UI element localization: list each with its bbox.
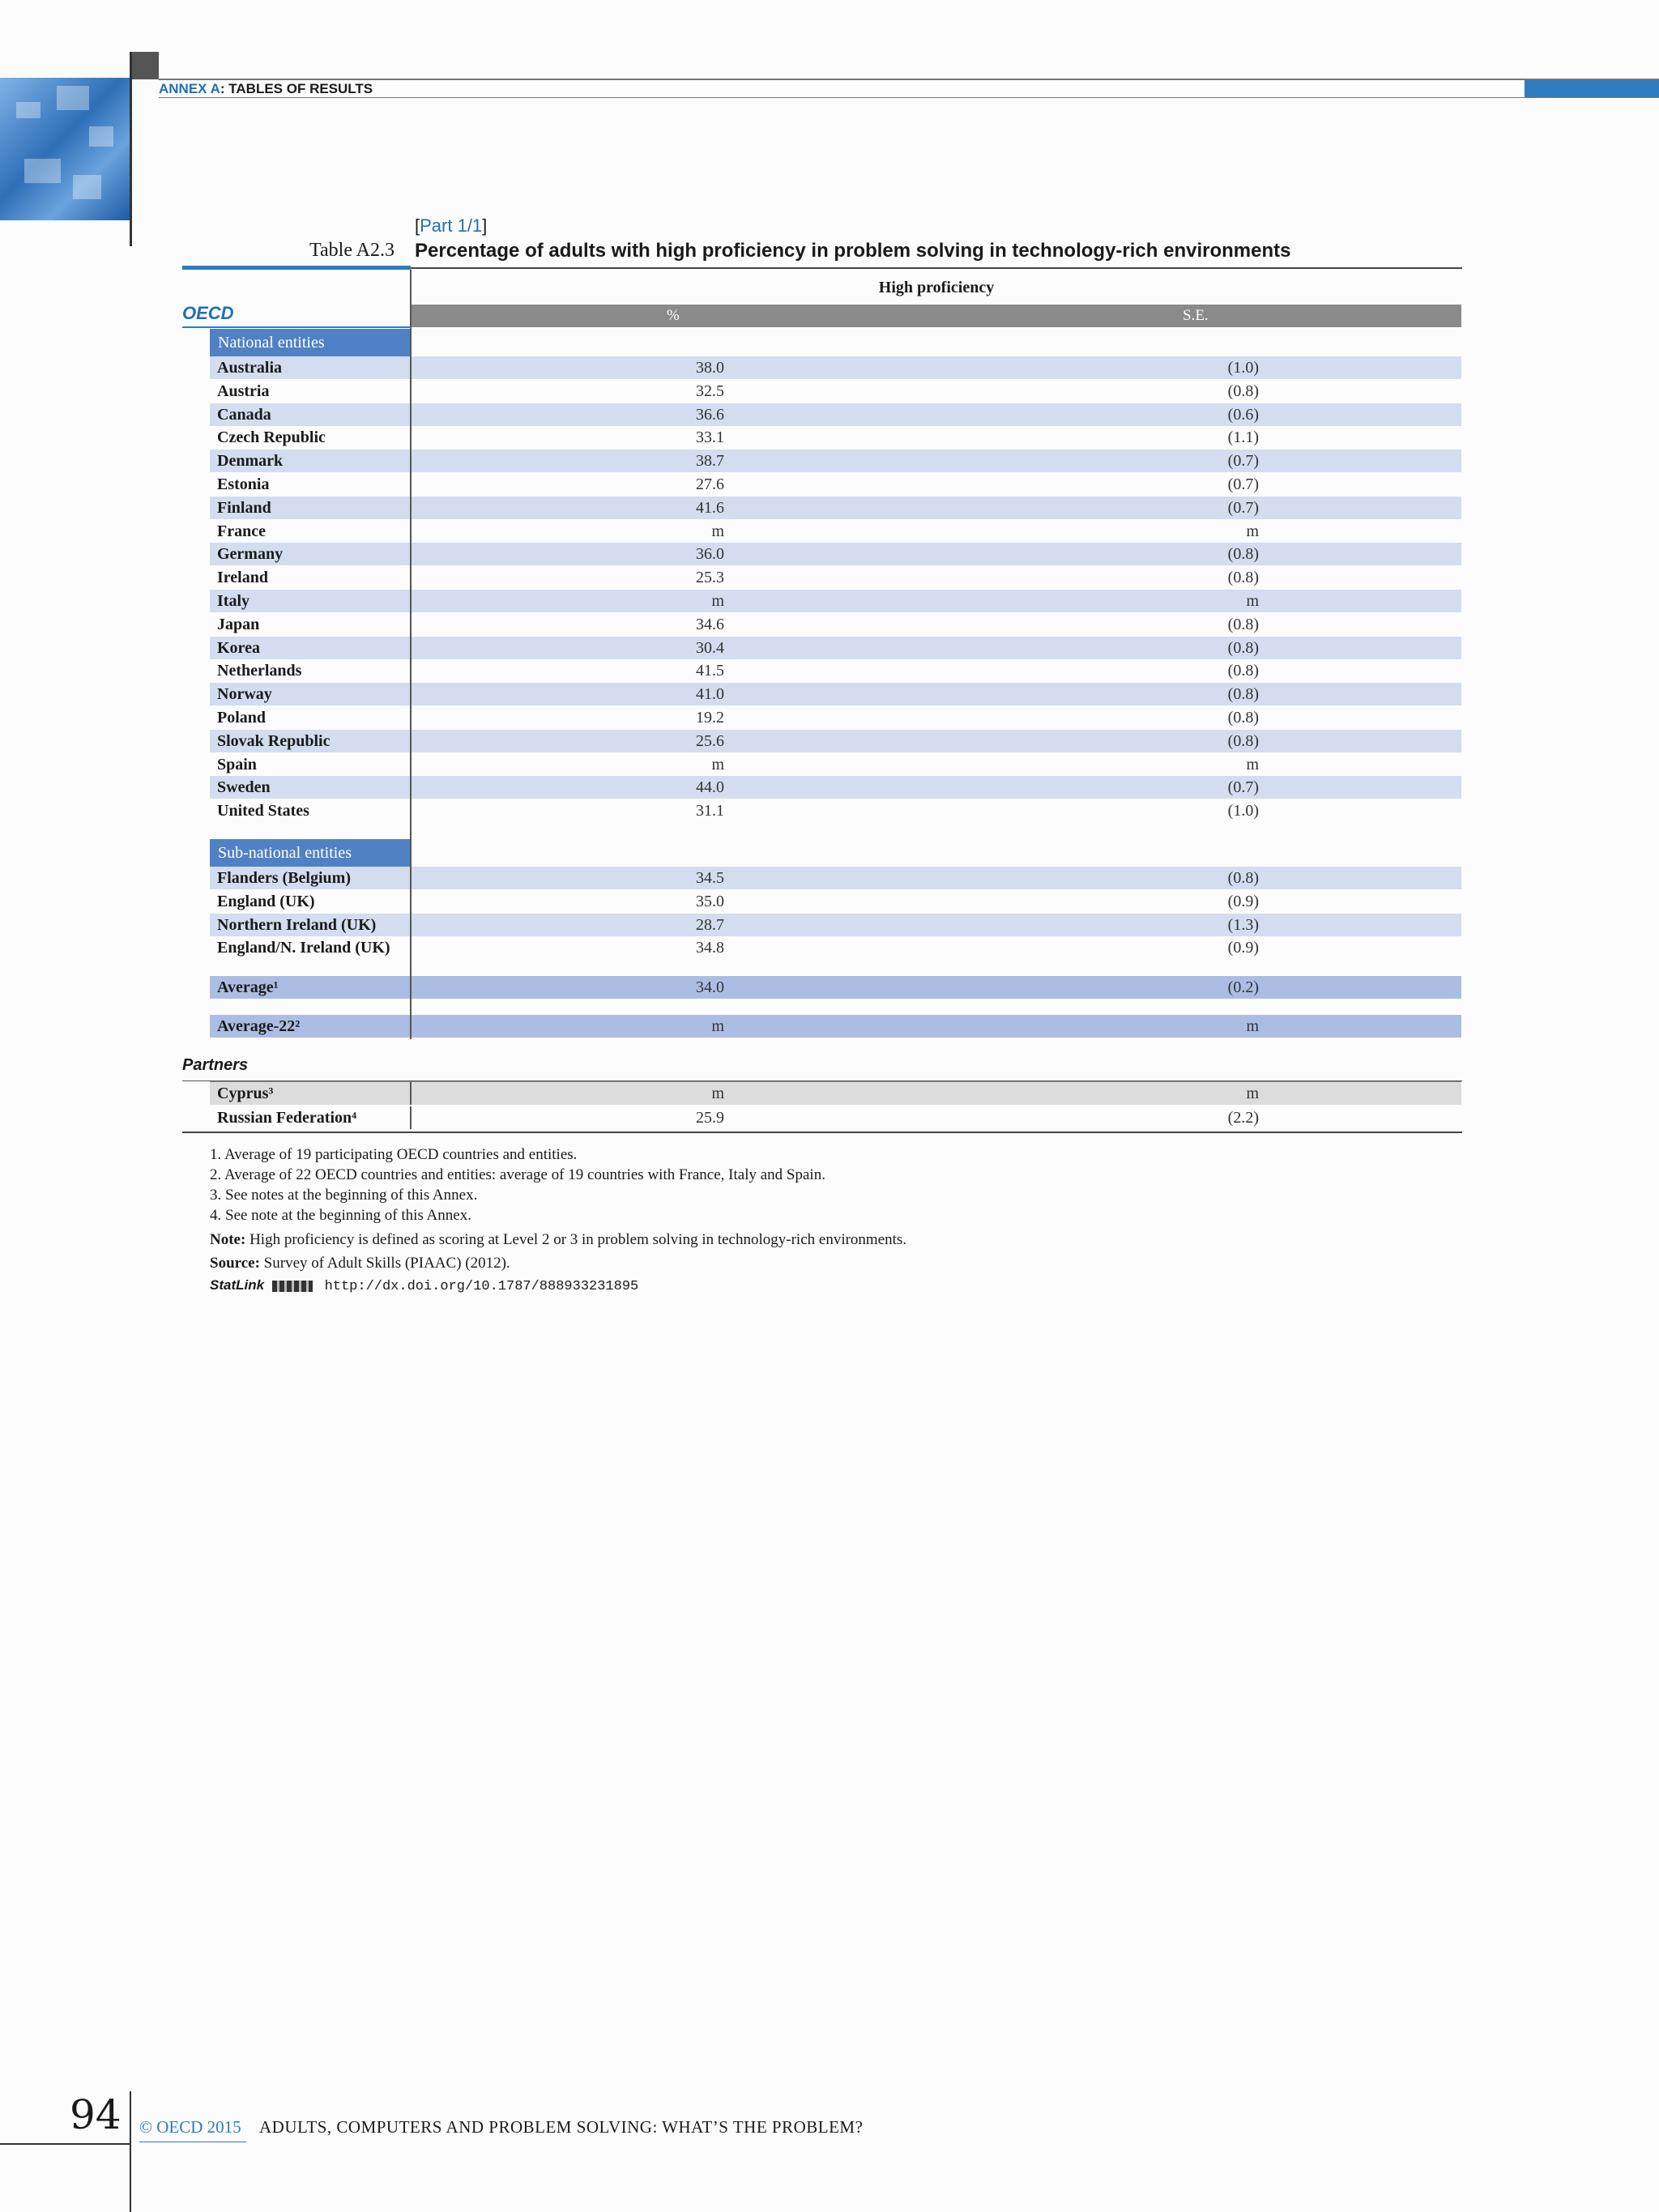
row-percent: 41.6 [696,498,724,517]
row-standard-error: (0.8) [1227,545,1259,564]
row-name: Sweden [217,778,271,797]
statlink[interactable] [210,1277,638,1294]
table-row [210,730,1461,752]
row-standard-error: (0.6) [1227,405,1259,424]
row-percent: 34.8 [696,939,724,957]
table-row [210,683,1461,705]
subnational-entities-header: Sub-national entities [210,839,410,867]
row-standard-error: (0.8) [1227,615,1259,633]
row-standard-error: (0.7) [1227,778,1259,797]
table-row [210,590,1461,612]
row-name: Poland [217,709,267,727]
row-percent: 28.7 [696,915,724,934]
header-corner-block [130,52,159,79]
row-standard-error: (2.2) [1227,1109,1259,1127]
row-percent: 30.4 [696,638,724,657]
row-standard-error: (0.8) [1227,381,1259,400]
row-percent: 31.1 [696,802,724,820]
row-standard-error: (0.7) [1227,475,1259,493]
source-text: Source: Survey of Adult Skills (PIAAC) (2012). [210,1255,510,1272]
row-name: Finland [217,498,271,517]
column-header-se: S.E. [1183,307,1209,324]
table-row [210,1106,1461,1129]
table-part-label: [Part 1/1] [415,215,488,236]
table-row [210,799,1461,822]
column-header-bar [412,305,1461,327]
row-standard-error: (0.8) [1227,685,1259,704]
footnote-4: 4. See note at the beginning of this Annex. [210,1207,471,1224]
header-rule [159,79,1659,80]
row-percent: 38.0 [696,359,724,377]
table-row [210,450,1461,472]
statlink-icon [272,1281,313,1292]
table-row [210,403,1461,426]
footer-copyright: © OECD 2015 [139,2117,241,2137]
row-standard-error: (1.1) [1227,428,1259,447]
table-row [210,543,1461,565]
table-number: Table A2.3 [309,240,394,261]
row-percent: 34.6 [696,615,724,633]
row-standard-error: (0.9) [1227,892,1259,910]
table-row [210,637,1461,659]
table-row [210,426,1461,449]
row-name: Slovak Republic [217,731,331,750]
table-bottom-rule [182,1132,1462,1133]
table-row [210,380,1461,403]
row-name: United States [217,802,309,820]
row-name: Flanders (Belgium) [217,869,351,887]
title-rule-accent [182,266,411,270]
row-percent: 19.2 [696,709,724,727]
table-row [210,613,1461,636]
table-row [210,776,1461,799]
table-row [210,706,1461,729]
row-name: Italy [217,592,249,610]
row-name: Estonia [217,475,270,493]
row-name: Austria [217,381,270,400]
footer-book-title: ADULTS, COMPUTERS AND PROBLEM SOLVING: WHAT’S THE PROBLEM? [259,2117,864,2137]
row-percent: m [711,1085,724,1102]
oecd-group-label: OECD [182,303,234,323]
row-percent: 27.6 [696,475,724,493]
table-row [210,914,1461,936]
row-standard-error: (0.9) [1227,939,1259,957]
row-percent: 32.5 [696,381,724,400]
table-row [210,936,1461,959]
table-row [210,890,1461,913]
row-name: Russian Federation⁴ [217,1109,357,1127]
row-standard-error: (0.7) [1227,452,1259,471]
national-entities-header: National entities [210,329,410,356]
row-standard-error: (0.8) [1227,731,1259,750]
note-text: Note: High proficiency is defined as scoring at Level 2 or 3 in problem solving in technology-rich environments. [210,1231,907,1248]
row-percent: 36.6 [696,405,724,424]
table-row [210,867,1461,889]
row-name: Ireland [217,569,268,587]
column-group-header: High proficiency [878,279,995,296]
row-name: England (UK) [217,892,315,910]
row-standard-error: (0.8) [1227,569,1259,587]
row-standard-error: (0.8) [1227,638,1259,657]
row-name: Norway [217,685,272,704]
row-name: Korea [217,638,260,657]
row-standard-error: (0.7) [1227,498,1259,517]
row-percent: m [711,592,724,610]
table-row [210,753,1461,776]
row-standard-error: (1.0) [1227,802,1259,820]
row-percent: 35.0 [696,892,724,910]
row-name: Denmark [217,452,284,471]
footnote-1: 1. Average of 19 participating OECD countries and entities. [210,1146,578,1163]
row-percent: 36.0 [696,545,724,564]
row-name: Germany [217,545,284,564]
row-name: Australia [217,359,282,377]
footnote-2: 2. Average of 22 OECD countries and entities: average of 19 countries with France, Italy and Spain. [210,1166,825,1183]
partners-group-label: Partners [182,1056,249,1074]
row-name: Czech Republic [217,428,326,447]
table-row [210,566,1461,589]
table-title: Percentage of adults with high proficiency in problem solving in technology-rich environments [415,240,1291,262]
oecd-rule [182,326,411,328]
table-row [210,1081,1461,1105]
table-row [210,497,1461,519]
row-standard-error: m [1246,592,1259,610]
row-standard-error: m [1246,1085,1259,1102]
row-name: Spain [217,755,257,774]
footer-rule [0,2143,130,2145]
row-name: Netherlands [217,662,302,680]
row-standard-error: m [1246,755,1259,774]
row-percent: 25.3 [696,569,724,587]
row-name: Japan [217,615,260,633]
table-row [210,659,1461,682]
header-vertical-rule [130,52,132,246]
row-percent: 25.9 [696,1109,724,1127]
running-header: ANNEX A: TABLES OF RESULTS [159,81,373,96]
table-row-average: Average¹ 34.0 (0.2) [210,976,1461,999]
row-standard-error: (0.8) [1227,709,1259,727]
row-percent: 25.6 [696,731,724,750]
table-row-average-22: Average-22² m m [210,1015,1461,1038]
row-name: Northern Ireland (UK) [217,915,377,934]
row-name: England/N. Ireland (UK) [217,939,390,957]
header-image [0,78,130,220]
row-name: France [217,522,266,540]
statlink-url[interactable]: http://dx.doi.org/10.1787/888933231895 [324,1279,639,1294]
footnote-3: 3. See notes at the beginning of this Annex. [210,1187,478,1204]
row-standard-error: (0.8) [1227,662,1259,680]
row-percent: 38.7 [696,452,724,471]
row-standard-error: m [1246,522,1259,540]
row-standard-error: (0.8) [1227,869,1259,887]
column-header-pct: % [667,307,680,324]
row-percent: 41.0 [696,685,724,704]
table-row [210,520,1461,543]
statlink-label: StatLink [210,1277,265,1293]
row-standard-error: (1.3) [1227,915,1259,934]
row-name: Cyprus³ [217,1085,274,1102]
row-percent: m [711,522,724,540]
row-percent: 33.1 [696,428,724,447]
footer-vertical-rule [130,2091,131,2212]
header-rule [159,97,1659,98]
table-row [210,473,1461,496]
row-name: Canada [217,405,271,424]
header-accent-bar [1525,80,1659,97]
row-percent: 44.0 [696,778,724,797]
row-percent: m [711,755,724,774]
page-number: 94 [70,2091,122,2138]
table-row [210,356,1461,379]
row-percent: 41.5 [696,662,724,680]
row-standard-error: (1.0) [1227,359,1259,377]
row-percent: 34.5 [696,869,724,887]
